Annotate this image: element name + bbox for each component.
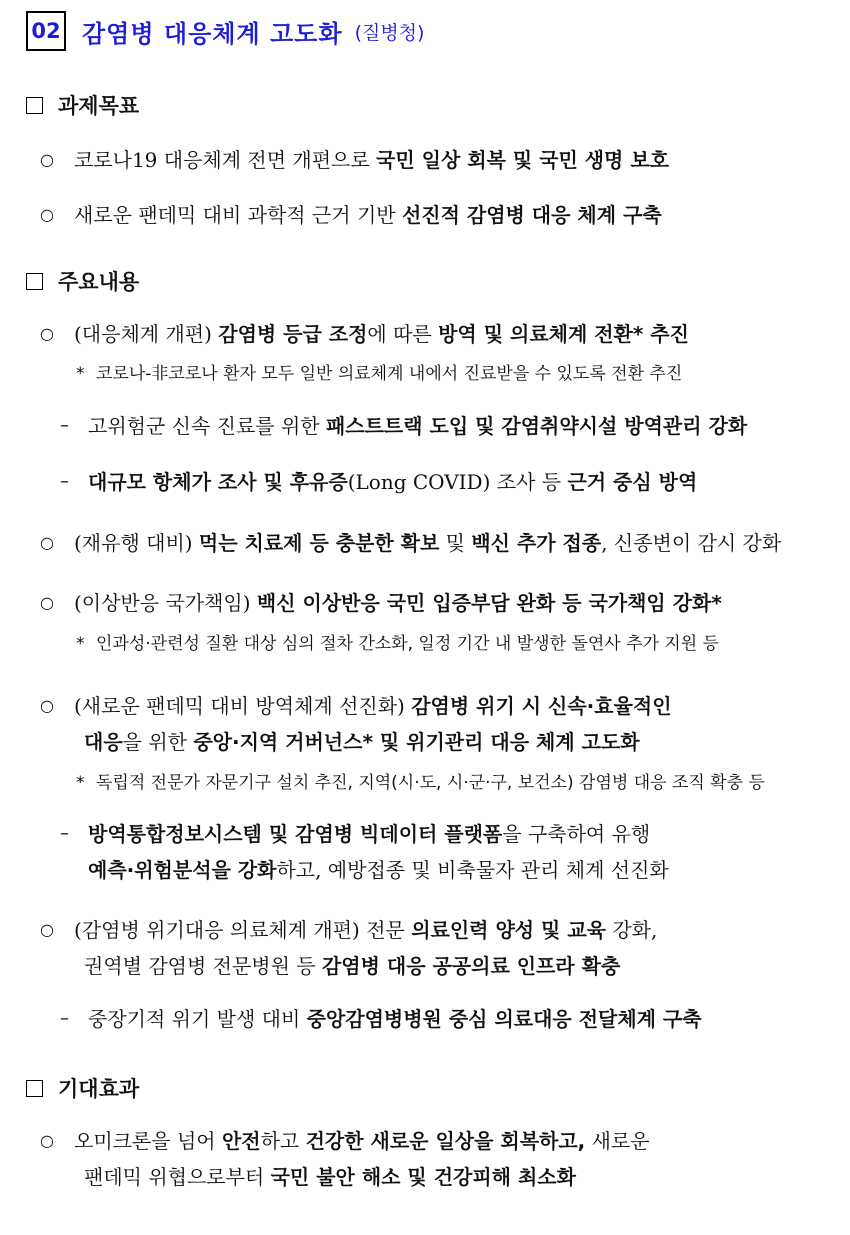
dash-bullet-icon: – (60, 823, 69, 844)
circle-bullet-icon: ○ (40, 920, 54, 939)
circle-bullet-icon: ○ (40, 593, 54, 612)
circle-bullet-icon: ○ (40, 150, 54, 169)
circle-bullet-icon: ○ (40, 324, 54, 343)
circle-bullet-icon: ○ (40, 533, 54, 552)
asterisk-icon: * (76, 773, 85, 793)
dash-bullet-icon: – (60, 471, 69, 492)
circle-bullet-icon: ○ (40, 696, 54, 715)
asterisk-icon: * (76, 364, 85, 384)
task-header (26, 10, 424, 52)
dash-bullet-icon: – (60, 1008, 69, 1029)
checkbox-square-icon (26, 273, 43, 290)
dash-bullet-icon: – (60, 415, 69, 436)
section-heading-expected-effects: 기대효과 (26, 1073, 139, 1103)
section-heading-goals: 과제목표 (26, 90, 139, 120)
section-heading-main-content: 주요내용 (26, 266, 139, 296)
agency-label: (질병청) (354, 21, 425, 44)
circle-bullet-icon: ○ (40, 1131, 54, 1150)
document-page: 02 감염병 대응체계 고도화 (질병청) 과제목표 ○ 코로나19 대응체계 전면 개편으로 국민 일상 회복 및 국민 생명 보호 ○ 새로운 팬데믹 대비 과학적 근거 기반 선진적 감염병 대응 체계 구축 주요내용 ○ (대응체계 개편) 감염병 등급 조정에 따른 방역 및 의료체계 전환* 추진 * 코로나-非코로나 환자 모두 일반 의료체계 내에서 진료받을 수 있도록 전환 추진 – 고위험군 신속 진료를 위한 패스트트랙 도입 및 감염취약시설 방역관리 강화 – 대규모 항체가 조사 및 후유증(Long COVID) 조사 등 근거 중심 방역 ○ (재유행 대비) 먹는 치료제 등 충분한 확보 및 백신 추가 접종, 신종변이 감시 강화 ○ (이상반응 국가책임) 백신 이상반응 국민 입증부담 완화 등 국가책임 강화* * 인과성·관련성 질환 대상 심의 절차 간소화, 일정 기간 내 발생한 돌연사 추가 지원 등 ○ (새로운 팬데믹 대비 방역체계 선진화) 감염병 위기 시 신속·효율적인 대응을 위한 중앙·지역 거버넌스* 및 위기관리 대응 체계 고도화 * 독립적 전문가 자문기구 설치 추진, 지역(시·도, 시·군·구, 보건소) 감염병 대응 조직 확충 등 – 방역통합정보시스템 및 감염병 빅데이터 플랫폼을 구축하여 유행 예측·위험분석을 강화하고, 예방접종 및 비축물자 관리 체계 선진화 ○ (감염병 위기대응 의료체계 개편) 전문 의료인력 양성 및 교육 강화, 권역별 감염병 전문병원 등 감염병 대응 공공의료 인프라 확충 – 중장기적 위기 발생 대비 중앙감염병병원 중심 의료대응 전달체계 구축 기대효과 ○ 오미크론을 넘어 안전하고 건강한 새로운 일상을 회복하고, 새로운 팬데믹 위협으로부터 국민 불안 해소 및 건강피해 최소화 (0, 0, 850, 1235)
checkbox-square-icon (26, 97, 43, 114)
task-title: 감염병 대응체계 고도화 (82, 19, 343, 48)
asterisk-icon: * (76, 634, 85, 654)
checkbox-square-icon (26, 1080, 43, 1097)
circle-bullet-icon: ○ (40, 205, 54, 224)
task-number-badge: 02 (26, 11, 66, 51)
